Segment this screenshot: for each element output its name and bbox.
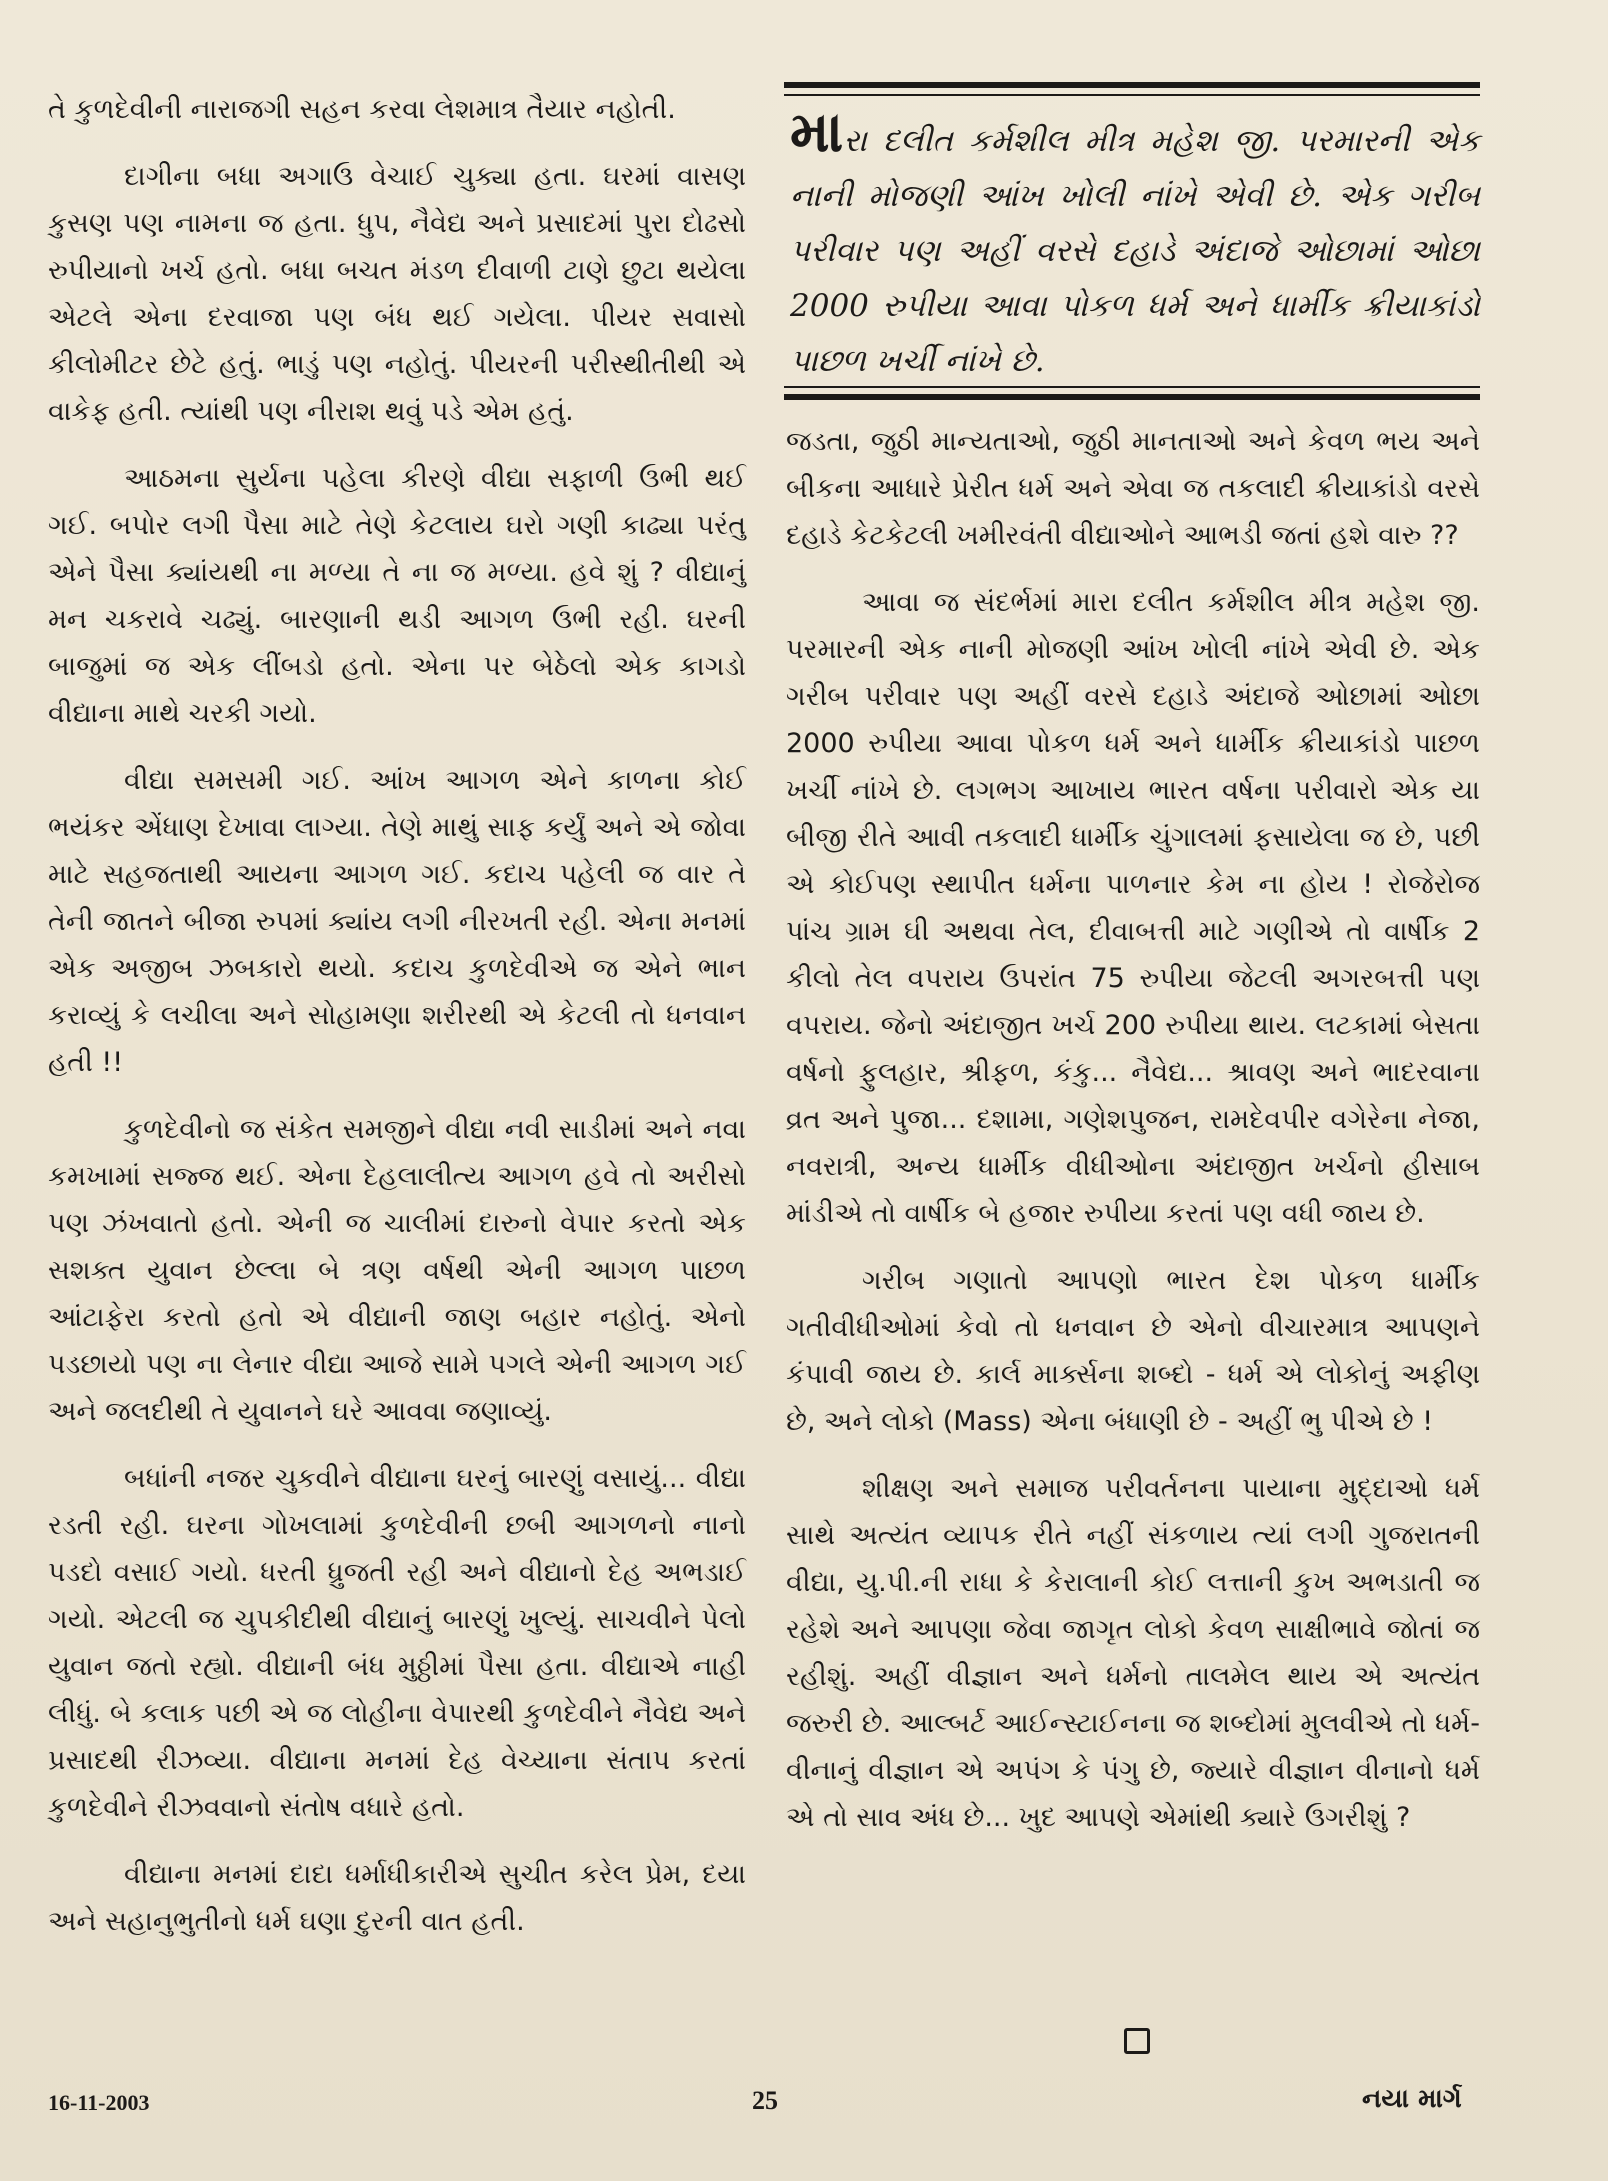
paragraph: તે કુળદેવીની નારાજગી સહન કરવા લેશમાત્ર તૈયાર નહોતી. (48, 94, 676, 125)
paragraph: વીદ્યાના મનમાં દાદા ધર્માધીકારીએ સુચીત કરેલ પ્રેમ, દયા અને સહાનુભુતીનો ધર્મ ઘણા દુરની વાત હતી. (48, 1859, 746, 1937)
page-number: 25 (752, 2086, 778, 2115)
callout-bottom-rule-thick (784, 394, 1480, 400)
publication-name: નયા માર્ગ (1362, 2084, 1462, 2114)
paragraph: શીક્ષણ અને સમાજ પરીવર્તનના પાયાના મુદ્દાઓ ધર્મ સાથે અત્યંત વ્યાપક રીતે નહીં સંકળાય ત્યાં લગી ગુજરાતની વીદ્યા, યુ.પી.ની રાધા કે કેરાલાની કોઈ લત્તાની કુખ અભડાતી જ રહેશે અને આપણા જેવા જાગૃત લોકો કેવળ સાક્ષીભાવે જોતાં જ રહીશું. અહીં વીજ્ઞાન અને ધર્મનો તાલમેલ થાય એ અત્યંત જરુરી છે. આલ્બર્ટ આઈન્સ્ટાઈનના જ શબ્દોમાં મુલવીએ તો ધર્મ-વીનાનું વીજ્ઞાન એ અપંગ કે પંગુ છે, જ્યારે વીજ્ઞાન વીનાનો ધર્મ એ તો સાવ અંધ છે... ખુદ આપણે એમાંથી ક્યારે ઉગરીશું ? (786, 1473, 1480, 1833)
pull-quote-text: રા દલીત કર્મશીલ મીત્ર મહેશ જી. પરમારની એક નાની મોજણી આંખ ખોલી નાંખે એવી છે. એક ગરીબ પરીવાર પણ અહીં વરસે દહાડે અંદાજે ઓછામાં ઓછા 2000 રુપીયા આવા પોકળ ધર્મ અને ધાર્મીક ક્રીયાકાંડો પાછળ ખર્ચી નાંખે છે. (790, 123, 1480, 379)
callout-top-rule-thick (784, 82, 1480, 88)
paragraph: ગરીબ ગણાતો આપણો ભારત દેશ પોકળ ધાર્મીક ગતીવીધીઓમાં કેવો તો ધનવાન છે એનો વીચારમાત્ર આપણને કંપાવી જાય છે. કાર્લ માર્ક્સના શબ્દો - ધર્મ એ લોકોનું અફીણ છે, અને લોકો (Mass) એના બંધાણી છે - અહીં ભુ પીએ છે ! (786, 1265, 1480, 1437)
end-of-article-mark (1124, 2028, 1150, 2054)
paragraph: કુળદેવીનો જ સંકેત સમજીને વીદ્યા નવી સાડીમાં અને નવા કમખામાં સજ્જ થઈ. એના દેહલાલીત્ય આગળ હવે તો અરીસો પણ ઝંખવાતો હતો. એની જ ચાલીમાં દારુનો વેપાર કરતો એક સશક્ત યુવાન છેલ્લા બે ત્રણ વર્ષથી એની આગળ પાછળ આંટાફેરા કરતો હતો એ વીદ્યાની જાણ બહાર નહોતું. એનો પડછાયો પણ ના લેનાર વીદ્યા આજે સામે પગલે એની આગળ ગઈ અને જલદીથી તે યુવાનને ઘરે આવવા જણાવ્યું. (48, 1114, 746, 1427)
paragraph: વીદ્યા સમસમી ગઈ. આંખ આગળ એને કાળના કોઈ ભયંકર એંધાણ દેખાવા લાગ્યા. તેણે માથું સાફ કર્યું અને એ જોવા માટે સહજતાથી આયના આગળ ગઈ. કદાચ પહેલી જ વાર તે તેની જાતને બીજા રુપમાં ક્યાંય લગી નીરખતી રહી. એના મનમાં એક અજીબ ઝબકારો થયો. કદાચ કુળદેવીએ જ એને ભાન કરાવ્યું કે લચીલા અને સોહામણા શરીરથી એ કેટલી તો ધનવાન હતી !! (48, 765, 746, 1078)
right-article-column (786, 418, 1480, 1861)
callout-top-rule-thin (784, 94, 1480, 96)
paragraph: આવા જ સંદર્ભમાં મારા દલીત કર્મશીલ મીત્ર મહેશ જી. પરમારની એક નાની મોજણી આંખ ખોલી નાંખે એવી છે. એક ગરીબ પરીવાર પણ અહીં વરસે દહાડે અંદાજે ઓછામાં ઓછા 2000 રુપીયા આવા પોકળ ધર્મ અને ધાર્મીક ક્રીયાકાંડો પાછળ ખર્ચી નાંખે છે. લગભગ આખાય ભારત વર્ષના પરીવારો એક યા બીજી રીતે આવી તકલાદી ધાર્મીક ચુંગાલમાં ફસાયેલા જ છે, પછી એ કોઈપણ સ્થાપીત ધર્મના પાળનાર કેમ ના હોય ! રોજેરોજ પાંચ ગ્રામ ઘી અથવા તેલ, દીવાબત્તી માટે ગણીએ તો વાર્ષીક 2 કીલો તેલ વપરાય ઉપરાંત 75 રુપીયા જેટલી અગરબત્તી પણ વપરાય. જેનો અંદાજીત ખર્ચ 200 રુપીયા થાય. લટકામાં બેસતા વર્ષનો ફુલહાર, શ્રીફળ, કંકુ... નૈવેદ્ય... શ્રાવણ અને ભાદરવાના વ્રત અને પુજા... દશામા, ગણેશપુજન, રામદેવપીર વગેરેના નેજા, નવરાત્રી, અન્ય ધાર્મીક વીધીઓના અંદાજીત ખર્ચનો હીસાબ માંડીએ તો વાર્ષીક બે હજાર રુપીયા કરતાં પણ વધી જાય છે. (786, 587, 1480, 1229)
callout-bottom-rule-thin (784, 386, 1480, 388)
paragraph: જડતા, જુઠી માન્યતાઓ, જુઠી માનતાઓ અને કેવળ ભય અને બીકના આધારે પ્રેરીત ધર્મ અને એવા જ તકલાદી ક્રીયાકાંડો વરસે દહાડે કેટકેટલી ખમીરવંતી વીદ્યાઓને આભડી જતાં હશે વારુ ?? (786, 426, 1480, 551)
pull-quote (790, 99, 1480, 389)
left-article-column (48, 86, 746, 1965)
pull-quote-dropcap: મા (790, 99, 844, 165)
paragraph: બધાંની નજર ચુકવીને વીદ્યાના ઘરનું બારણું વસાયું... વીદ્યા રડતી રહી. ઘરના ગોખલામાં કુળદેવીની છબી આગળનો નાનો પડદો વસાઈ ગયો. ધરતી ધ્રુજતી રહી અને વીદ્યાનો દેહ અભડાઈ ગયો. એટલી જ ચુપકીદીથી વીદ્યાનું બારણું ખુલ્યું. સાચવીને પેલો યુવાન જતો રહ્યો. વીદ્યાની બંધ મુઠ્ઠીમાં પૈસા હતા. વીદ્યાએ નાહી લીધું. બે કલાક પછી એ જ લોહીના વેપારથી કુળદેવીને નૈવેદ્ય અને પ્રસાદથી રીઝવ્યા. વીદ્યાના મનમાં દેહ વેચ્યાના સંતાપ કરતાં કુળદેવીને રીઝવવાનો સંતોષ વધારે હતો. (48, 1463, 746, 1823)
paragraph: દાગીના બધા અગાઉ વેચાઈ ચુક્યા હતા. ઘરમાં વાસણ કુસણ પણ નામના જ હતા. ધુપ, નૈવેદ્ય અને પ્રસાદમાં પુરા દોઢસો રુપીયાનો ખર્ચ હતો. બધા બચત મંડળ દીવાળી ટાણે છુટા થયેલા એટલે એના દરવાજા પણ બંધ થઈ ગયેલા. પીયર સવાસો કીલોમીટર છેટે હતું. ભાડું પણ નહોતું. પીયરની પરીસ્થીતીથી એ વાકેફ હતી. ત્યાંથી પણ નીરાશ થવું પડે એમ હતું. (48, 161, 746, 427)
paragraph: આઠમના સુર્યના પહેલા કીરણે વીદ્યા સફાળી ઉભી થઈ ગઈ. બપોર લગી પૈસા માટે તેણે કેટલાય ઘરો ગણી કાઢ્યા પરંતુ એને પૈસા ક્યાંયથી ના મળ્યા તે ના જ મળ્યા. હવે શું ? વીદ્યાનું મન ચકરાવે ચઢ્યું. બારણાની થડી આગળ ઉભી રહી. ઘરની બાજુમાં જ એક લીંબડો હતો. એના પર બેઠેલો એક કાગડો વીદ્યાના માથે ચરકી ગયો. (48, 463, 746, 729)
issue-date: 16-11-2003 (48, 2090, 150, 2115)
